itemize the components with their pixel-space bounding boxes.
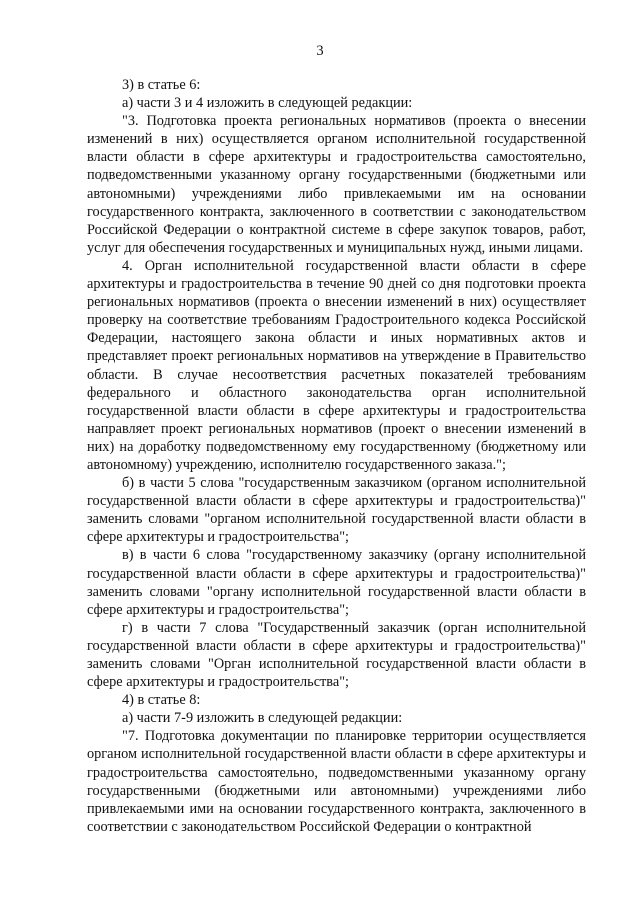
- paragraph: "3. Подготовка проекта региональных нормативов (проекта о внесении изменений в них) осуществляется органом исполнительной государственной власти области в сфере архитектуры и градостроительства самостоятельно, подведомственными указанному органу государственными (бюджетными или автономными) учреждениями либо привлекаемыми им на основании государственного контракта, заключенного в соответствии с законодательством Российской Федерации о контрактной системе в сфере закупок товаров, работ, услуг для обеспечения государственных и муниципальных нужд, иными лицами.: [87, 113, 586, 256]
- paragraph: 3) в статье 6:: [122, 77, 201, 93]
- paragraph: а) части 7-9 изложить в следующей редакции:: [122, 710, 403, 727]
- paragraph: б) в части 5 слова "государственным заказчиком (органом исполнительной государственной власти области в сфере архитектуры и градостроительства)" заменить словами "органом исполнительной государственной власти области в сфере архитектуры и градостроительства";: [87, 475, 586, 546]
- paragraph: г) в части 7 слова "Государственный заказчик (орган исполнительной государственной власти области в сфере архитектуры и градостроительства)" заменить словами "Орган исполнительной государственной власти области в сфере архитектуры и градостроительства";: [87, 619, 586, 691]
- page-number: 3: [316, 43, 324, 59]
- paragraph: "7. Подготовка документации по планировке территории осуществляется органом исполнительной государственной власти области в сфере архитектуры и градостроительства самостоятельно, подведомственными указанному органу государственными (бюджетными или автономными) учреждениями либо привлекаемыми ими на основании государственного контракта, заключенного в соответствии с законодательством Российской Федерации о контрактной: [87, 728, 586, 835]
- paragraph: 4. Орган исполнительной государственной власти области в сфере архитектуры и градостроительства в течение 90 дней со дня подготовки проекта региональных нормативов (проекта о внесении изменений в них) осуществляет проверку на соответствие требованиям Градостроительного кодекса Российской Федерации, настоящего закона области и иных нормативных актов и представляет проект региональных нормативов на утверждение в Правительство области. В случае несоответствия расчетных показателей требованиям федерального и областного законодательства орган исполнительной государственной власти области в сфере архитектуры и градостроительства направляет проект региональных нормативов (проект о внесении изменений в них) на доработку подведомственному ему государственному (бюджетному или автономному) учреждению, исполнителю государственного заказа.";: [87, 257, 586, 473]
- paragraph: в) в части 6 слова "государственному заказчику (органу исполнительной государственной власти области в сфере архитектуры и градостроительства)" заменить словами "органу исполнительной государственной власти области в сфере архитектуры и градостроительства";: [87, 547, 586, 618]
- paragraph: а) части 3 и 4 изложить в следующей редакции:: [122, 95, 413, 112]
- document-body: [87, 76, 586, 836]
- paragraph: 4) в статье 8:: [122, 692, 201, 709]
